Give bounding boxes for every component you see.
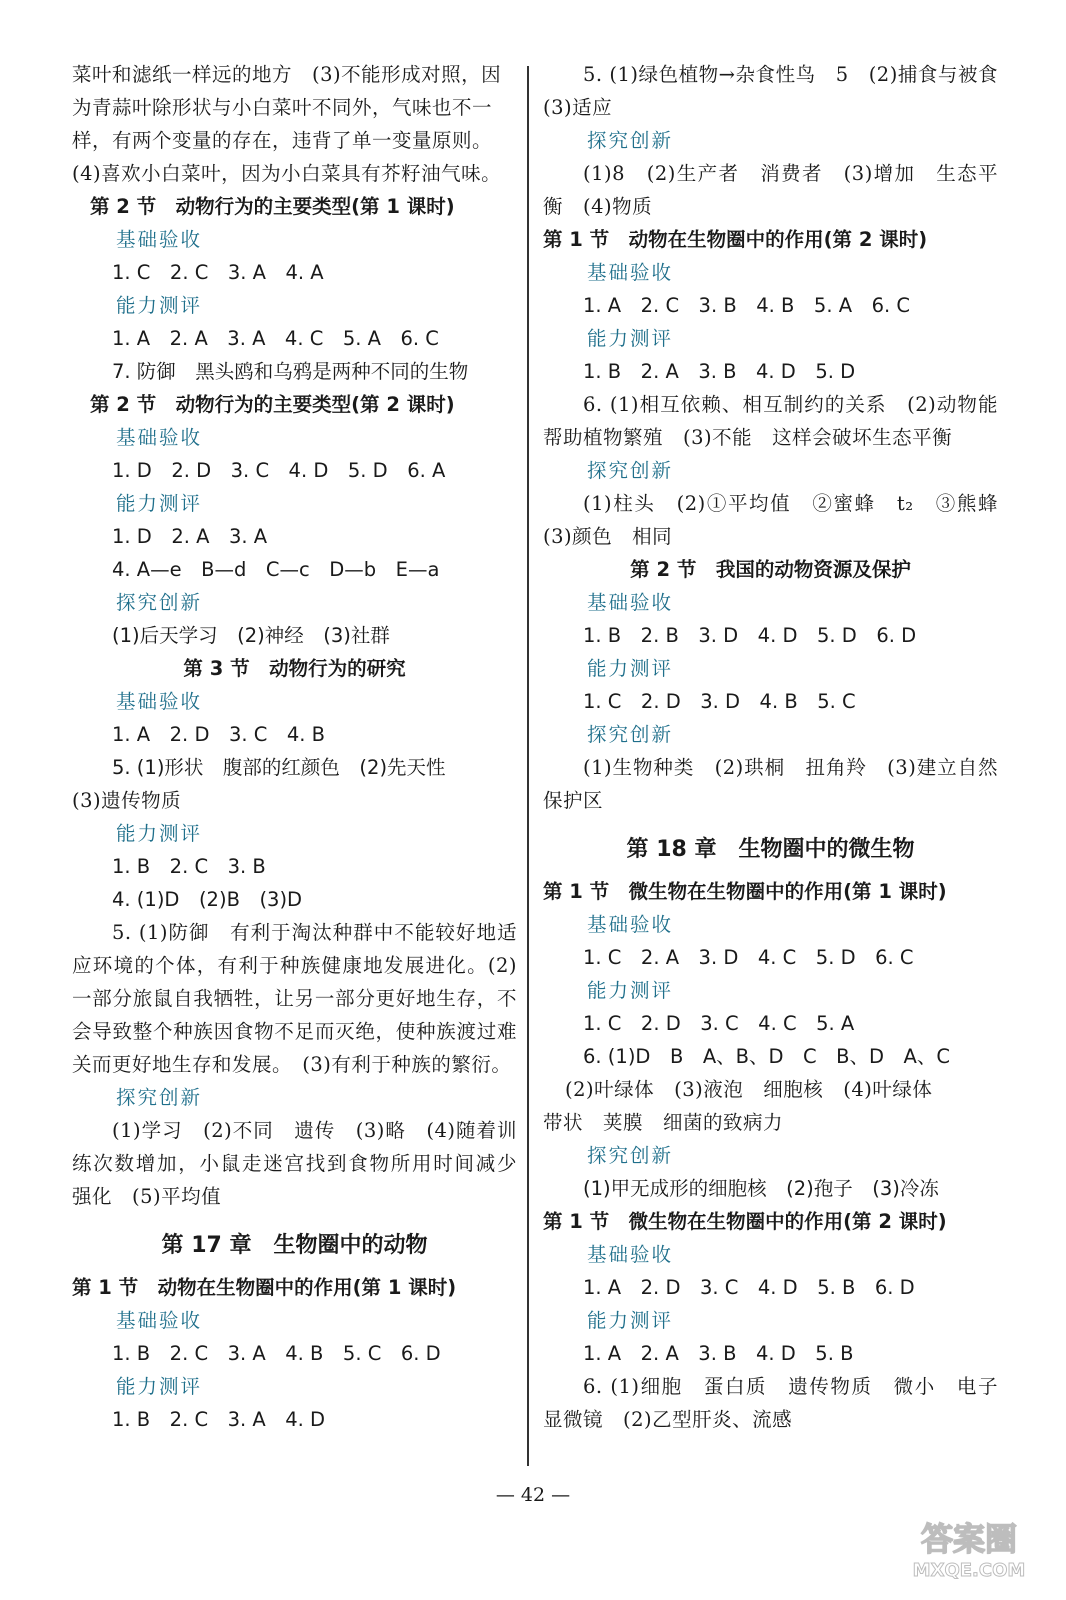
left-column [72, 58, 538, 1436]
answer-paragraph: 5. (1)防御 有利于淘汰种群中不能较好地适应环境的个体，有利于种族健康地发展进化。(2)一部分旅鼠自我牺牲，让另一部分更好地生存，不会导致整个种族因食物不足而灭绝，使种族渡过难关而更好地生存和发展。 (3)有利于种族的繁衍。 [72, 921, 517, 1076]
answer-line: 5. (1)形状 腹部的红颜色 (2)先天性 [112, 756, 446, 779]
text-line: 样，有两个变量的存在，违背了单一变量原则。 [72, 129, 493, 152]
page-number: — 42 — [495, 1484, 571, 1506]
section-title: 第 1 节 微生物在生物圈中的作用(第 1 课时) [543, 880, 947, 903]
answer-paragraph: (1)生物种类 (2)珙桐 扭角羚 (3)建立自然保护区 [543, 756, 998, 812]
subheading-ability: 能力测评 [116, 1375, 203, 1398]
section-title: 第 2 节 动物行为的主要类型(第 2 课时) [90, 393, 455, 416]
subheading-explore: 探究创新 [587, 459, 674, 482]
answer-line: 1. A 2. C 3. B 4. B 5. A 6. C [583, 294, 910, 317]
subheading-basic: 基础验收 [587, 591, 674, 614]
subheading-ability: 能力测评 [116, 294, 203, 317]
text-line: (4)喜欢小白菜叶，因为小白菜具有芥籽油气味。 [72, 162, 502, 185]
answer-line: 1. D 2. D 3. C 4. D 5. D 6. A [112, 459, 446, 482]
section-title: 第 1 节 微生物在生物圈中的作用(第 2 课时) [543, 1210, 947, 1233]
subheading-basic: 基础验收 [116, 426, 203, 449]
answer-line: 1. C 2. D 3. D 4. B 5. C [583, 690, 856, 713]
answer-line: 1. A 2. D 3. C 4. B [112, 723, 326, 746]
answer-line: 4. (1)D (2)B (3)D [112, 888, 303, 911]
answer-paragraph: 6. (1)相互依赖、相互制约的关系 (2)动物能帮助植物繁殖 (3)不能 这样会破坏生态平衡 [543, 393, 998, 449]
right-column [543, 58, 1019, 1436]
answer-line: 1. B 2. C 3. B [112, 855, 266, 878]
chapter-title: 第 18 章 生物圈中的微生物 [626, 837, 915, 862]
answer-paragraph: (1)8 (2)生产者 消费者 (3)增加 生态平衡 (4)物质 [543, 162, 998, 218]
subheading-ability: 能力测评 [587, 327, 674, 350]
subheading-ability: 能力测评 [587, 1309, 674, 1332]
section-title: 第 3 节 动物行为的研究 [183, 657, 406, 680]
answer-line: 4. A—e B—d C—c D—b E—a [112, 558, 440, 581]
answer-line: 1. B 2. C 3. A 4. B 5. C 6. D [112, 1342, 441, 1365]
answer-line: 1. B 2. A 3. B 4. D 5. D [583, 360, 856, 383]
answer-line: (1)后天学习 (2)神经 (3)社群 [112, 624, 390, 647]
subheading-basic: 基础验收 [116, 228, 203, 251]
answer-paragraph: (1)柱头 (2)①平均值 ②蜜蜂 t₂ ③熊蜂 (3)颜色 相同 [543, 492, 1019, 548]
subheading-basic: 基础验收 [116, 690, 203, 713]
text-line: 菜叶和滤纸一样远的地方 (3)不能形成对照，因 [72, 63, 502, 86]
answer-line: (2)叶绿体 (3)液泡 细胞核 (4)叶绿体 [565, 1078, 933, 1101]
section-title: 第 2 节 我国的动物资源及保护 [630, 558, 911, 581]
answer-line: 7. 防御 黑头鸥和乌鸦是两种不同的生物 [112, 360, 469, 383]
section-title: 第 1 节 动物在生物圈中的作用(第 2 课时) [543, 228, 928, 251]
chapter-title: 第 17 章 生物圈中的动物 [161, 1233, 428, 1258]
answer-line: 1. C 2. D 3. C 4. C 5. A [583, 1012, 855, 1035]
subheading-explore: 探究创新 [587, 129, 674, 152]
subheading-ability: 能力测评 [116, 492, 203, 515]
answer-line: 带状 荚膜 细菌的致病力 [543, 1111, 784, 1134]
subheading-ability: 能力测评 [587, 657, 674, 680]
watermark-url: MXQE.COM [912, 1560, 1026, 1581]
subheading-basic: 基础验收 [587, 1243, 674, 1266]
subheading-explore: 探究创新 [116, 1086, 203, 1109]
answer-paragraph: 5. (1)绿色植物→杂食性鸟 5 (2)捕食与被食 (3)适应 [543, 63, 1019, 119]
subheading-basic: 基础验收 [587, 913, 674, 936]
answer-line: (1)甲无成形的细胞核 (2)孢子 (3)冷冻 [583, 1177, 939, 1200]
answer-line: 6. (1)D B A、B、D C B、D A、C [583, 1045, 951, 1068]
subheading-basic: 基础验收 [587, 261, 674, 284]
answer-line: (3)遗传物质 [72, 789, 182, 812]
answer-line: 1. A 2. D 3. C 4. D 5. B 6. D [583, 1276, 915, 1299]
answer-line: 1. A 2. A 3. A 4. C 5. A 6. C [112, 327, 439, 350]
subheading-ability: 能力测评 [587, 979, 674, 1002]
section-title: 第 2 节 动物行为的主要类型(第 1 课时) [90, 195, 455, 218]
answer-line: 1. B 2. C 3. A 4. D [112, 1408, 326, 1431]
text-line: 为青蒜叶除形状与小白菜叶不同外，气味也不一 [72, 96, 493, 119]
answer-paragraph: (1)学习 (2)不同 遗传 (3)略 (4)随着训练次数增加，小鼠走迷宫找到食物所用时间减少 强化 (5)平均值 [72, 1119, 538, 1208]
watermark-text: 答案圈 [920, 1520, 1018, 1558]
answer-line: 1. C 2. A 3. D 4. C 5. D 6. C [583, 946, 914, 969]
subheading-basic: 基础验收 [116, 1309, 203, 1332]
section-title: 第 1 节 动物在生物圈中的作用(第 1 课时) [72, 1276, 457, 1299]
subheading-ability: 能力测评 [116, 822, 203, 845]
subheading-explore: 探究创新 [587, 1144, 674, 1167]
subheading-explore: 探究创新 [587, 723, 674, 746]
answer-line: 1. D 2. A 3. A [112, 525, 268, 548]
answer-paragraph: 6. (1)细胞 蛋白质 遗传物质 微小 电子显微镜 (2)乙型肝炎、流感 [543, 1375, 998, 1431]
answer-line: 1. C 2. C 3. A 4. A [112, 261, 324, 284]
subheading-explore: 探究创新 [116, 591, 203, 614]
watermark-logo [894, 1512, 1044, 1582]
answer-line: 1. B 2. B 3. D 4. D 5. D 6. D [583, 624, 917, 647]
answer-line: 1. A 2. A 3. B 4. D 5. B [583, 1342, 854, 1365]
column-divider [527, 66, 529, 1466]
